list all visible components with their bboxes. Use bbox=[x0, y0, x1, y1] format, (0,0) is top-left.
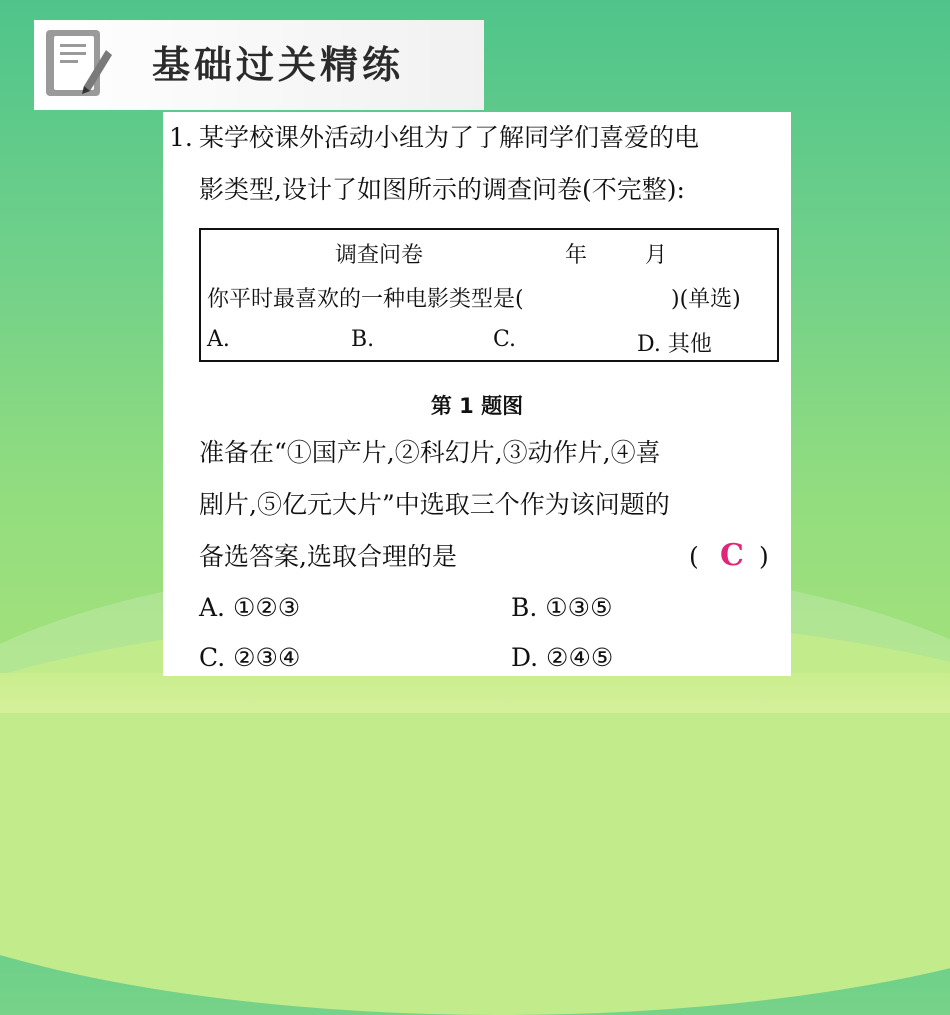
section-title: 基础过关精练 bbox=[152, 43, 405, 87]
survey-box bbox=[199, 228, 779, 362]
survey-title: 调查问卷 bbox=[335, 243, 424, 268]
question-stem-line1: 某学校课外活动小组为了了解同学们喜爱的电 bbox=[199, 123, 700, 152]
survey-option-b: B. bbox=[351, 327, 375, 352]
background-bottom-strip bbox=[0, 673, 950, 713]
section-header bbox=[34, 20, 484, 110]
choice-c: C. ②③④ bbox=[199, 643, 301, 672]
survey-option-c: C. bbox=[493, 327, 517, 352]
survey-month: 月 bbox=[645, 243, 668, 268]
question-body-line3: 备选答案,选取合理的是 bbox=[199, 542, 457, 571]
answer-paren-close: ) bbox=[759, 542, 769, 571]
survey-year: 年 bbox=[565, 243, 588, 268]
answer-paren-open: ( bbox=[689, 542, 699, 571]
survey-option-d: D. 其他 bbox=[637, 332, 712, 357]
survey-prompt-end: )(单选) bbox=[671, 287, 741, 312]
survey-prompt: 你平时最喜欢的一种电影类型是( bbox=[207, 287, 524, 312]
answer-letter: C bbox=[720, 538, 744, 573]
question-body-line1: 准备在“①国产片,②科幻片,③动作片,④喜 bbox=[199, 438, 661, 467]
survey-option-a: A. bbox=[207, 327, 230, 352]
choice-d: D. ②④⑤ bbox=[511, 643, 614, 672]
question-card bbox=[163, 112, 791, 676]
pencil-notebook-icon bbox=[44, 28, 114, 100]
question-number: 1. bbox=[169, 123, 193, 152]
question-stem-line2: 影类型,设计了如图所示的调查问卷(不完整): bbox=[199, 175, 685, 204]
question-body-line2: 剧片,⑤亿元大片”中选取三个作为该问题的 bbox=[199, 490, 670, 519]
choice-a: A. ①②③ bbox=[199, 593, 301, 622]
figure-caption: 第 1 题图 bbox=[430, 394, 524, 418]
choice-b: B. ①③⑤ bbox=[511, 593, 613, 622]
